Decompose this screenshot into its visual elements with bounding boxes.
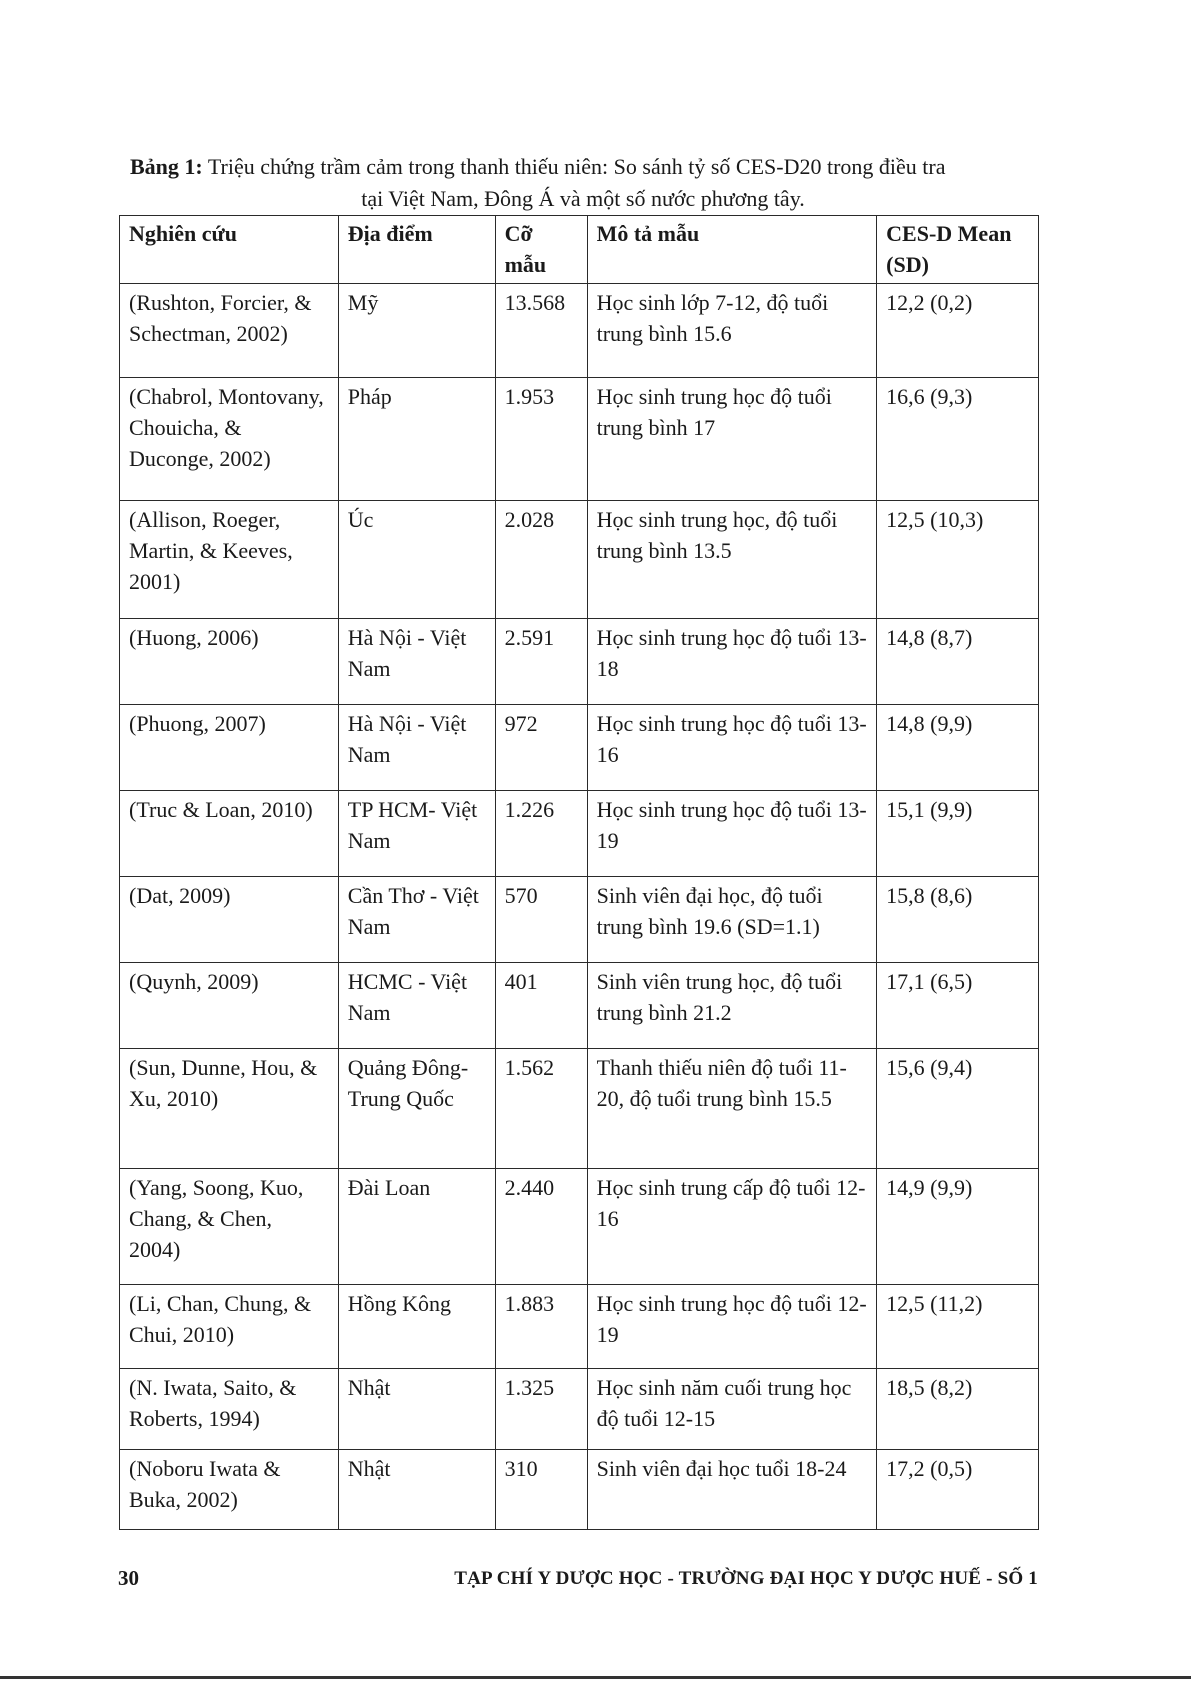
cell-sample-size: 401 — [495, 963, 587, 1049]
cell-study: (Truc & Loan, 2010) — [120, 791, 339, 877]
page-number: 30 — [118, 1566, 139, 1590]
cell-cesd-mean: 18,5 (8,2) — [877, 1369, 1039, 1450]
table-row — [120, 1049, 1039, 1169]
header-sample-size: Cỡ mẫu — [495, 216, 587, 284]
cell-sample-size: 2.440 — [495, 1169, 587, 1285]
cell-study: (Dat, 2009) — [120, 877, 339, 963]
cell-cesd-mean: 17,1 (6,5) — [877, 963, 1039, 1049]
cell-sample-description: Học sinh lớp 7-12, độ tuổi trung bình 15.6 — [587, 284, 877, 378]
table-row — [120, 1285, 1039, 1369]
cell-location: HCMC - Việt Nam — [338, 963, 495, 1049]
table-row — [120, 877, 1039, 963]
cell-location: Nhật — [338, 1369, 495, 1450]
cell-sample-size: 570 — [495, 877, 587, 963]
cell-cesd-mean: 14,8 (8,7) — [877, 619, 1039, 705]
cell-cesd-mean: 12,5 (11,2) — [877, 1285, 1039, 1369]
cell-location: Úc — [338, 501, 495, 619]
header-cesd-mean: CES-D Mean (SD) — [877, 216, 1039, 284]
cell-sample-size: 1.883 — [495, 1285, 587, 1369]
cell-study: (Allison, Roeger, Martin, & Keeves, 2001) — [120, 501, 339, 619]
cell-sample-description: Sinh viên đại học, độ tuổi trung bình 19.6 (SD=1.1) — [587, 877, 877, 963]
bottom-rule-divider — [0, 1676, 1191, 1679]
cell-cesd-mean: 17,2 (0,5) — [877, 1450, 1039, 1530]
table-row — [120, 1450, 1039, 1530]
cell-sample-size: 1.226 — [495, 791, 587, 877]
cell-study: (Noboru Iwata & Buka, 2002) — [120, 1450, 339, 1530]
cell-sample-description: Thanh thiếu niên độ tuổi 11-20, độ tuổi trung bình 15.5 — [587, 1049, 877, 1169]
cell-cesd-mean: 15,8 (8,6) — [877, 877, 1039, 963]
cell-location: Pháp — [338, 378, 495, 501]
cell-sample-size: 1.562 — [495, 1049, 587, 1169]
table-row — [120, 1369, 1039, 1450]
cell-study: (Yang, Soong, Kuo, Chang, & Chen, 2004) — [120, 1169, 339, 1285]
cell-sample-description: Học sinh trung học độ tuổi 13-18 — [587, 619, 877, 705]
header-study: Nghiên cứu — [120, 216, 339, 284]
cell-sample-description: Sinh viên trung học, độ tuổi trung bình 21.2 — [587, 963, 877, 1049]
table-row — [120, 619, 1039, 705]
caption-text-line2: tại Việt Nam, Đông Á và một số nước phương tây. — [361, 186, 805, 211]
cell-cesd-mean: 12,5 (10,3) — [877, 501, 1039, 619]
cell-location: Hà Nội - Việt Nam — [338, 705, 495, 791]
cell-cesd-mean: 14,8 (9,9) — [877, 705, 1039, 791]
table-header-row — [120, 216, 1039, 284]
cell-sample-size: 13.568 — [495, 284, 587, 378]
cell-sample-size: 2.028 — [495, 501, 587, 619]
cell-location: Hồng Kông — [338, 1285, 495, 1369]
cell-sample-size: 2.591 — [495, 619, 587, 705]
cell-study: (N. Iwata, Saito, & Roberts, 1994) — [120, 1369, 339, 1450]
data-table — [119, 215, 1039, 1530]
cell-sample-description: Học sinh trung học độ tuổi 13-16 — [587, 705, 877, 791]
cell-location: Cần Thơ - Việt Nam — [338, 877, 495, 963]
caption-text-line1: Triệu chứng trầm cảm trong thanh thiếu niên: So sánh tỷ số CES-D20 trong điều tra — [207, 154, 946, 179]
cell-location: Hà Nội - Việt Nam — [338, 619, 495, 705]
cell-location: Quảng Đông- Trung Quốc — [338, 1049, 495, 1169]
cell-sample-size: 972 — [495, 705, 587, 791]
cell-location: TP HCM- Việt Nam — [338, 791, 495, 877]
cell-sample-description: Học sinh trung học độ tuổi trung bình 17 — [587, 378, 877, 501]
cell-study: (Chabrol, Montovany, Chouicha, & Duconge, 2002) — [120, 378, 339, 501]
cell-study: (Li, Chan, Chung, & Chui, 2010) — [120, 1285, 339, 1369]
caption-label: Bảng 1: — [130, 154, 203, 179]
cell-cesd-mean: 15,6 (9,4) — [877, 1049, 1039, 1169]
header-sample-description: Mô tả mẫu — [587, 216, 877, 284]
cell-study: (Huong, 2006) — [120, 619, 339, 705]
cell-sample-description: Học sinh trung học độ tuổi 13-19 — [587, 791, 877, 877]
cell-cesd-mean: 15,1 (9,9) — [877, 791, 1039, 877]
cell-sample-description: Sinh viên đại học tuổi 18-24 — [587, 1450, 877, 1530]
table-row — [120, 705, 1039, 791]
cell-cesd-mean: 12,2 (0,2) — [877, 284, 1039, 378]
table-row — [120, 1169, 1039, 1285]
table-row — [120, 791, 1039, 877]
cell-sample-description: Học sinh trung học, độ tuổi trung bình 13.5 — [587, 501, 877, 619]
table-row — [120, 378, 1039, 501]
cell-sample-size: 1.325 — [495, 1369, 587, 1450]
cell-sample-description: Học sinh năm cuối trung học độ tuổi 12-15 — [587, 1369, 877, 1450]
table-row — [120, 963, 1039, 1049]
cell-study: (Rushton, Forcier, & Schectman, 2002) — [120, 284, 339, 378]
header-location: Địa điểm — [338, 216, 495, 284]
journal-title: TẠP CHÍ Y DƯỢC HỌC - TRƯỜNG ĐẠI HỌC Y DƯỢC HUẾ - SỐ 1 — [454, 1568, 1038, 1589]
cell-location: Mỹ — [338, 284, 495, 378]
cell-location: Nhật — [338, 1450, 495, 1530]
cell-sample-size: 310 — [495, 1450, 587, 1530]
cell-location: Đài Loan — [338, 1169, 495, 1285]
table-row — [120, 284, 1039, 378]
table-caption — [130, 151, 1060, 215]
cell-study: (Phuong, 2007) — [120, 705, 339, 791]
cell-cesd-mean: 14,9 (9,9) — [877, 1169, 1039, 1285]
cell-study: (Quynh, 2009) — [120, 963, 339, 1049]
cell-sample-description: Học sinh trung học độ tuổi 12-19 — [587, 1285, 877, 1369]
cell-sample-size: 1.953 — [495, 378, 587, 501]
table-row — [120, 501, 1039, 619]
cell-study: (Sun, Dunne, Hou, & Xu, 2010) — [120, 1049, 339, 1169]
cell-cesd-mean: 16,6 (9,3) — [877, 378, 1039, 501]
cell-sample-description: Học sinh trung cấp độ tuổi 12-16 — [587, 1169, 877, 1285]
